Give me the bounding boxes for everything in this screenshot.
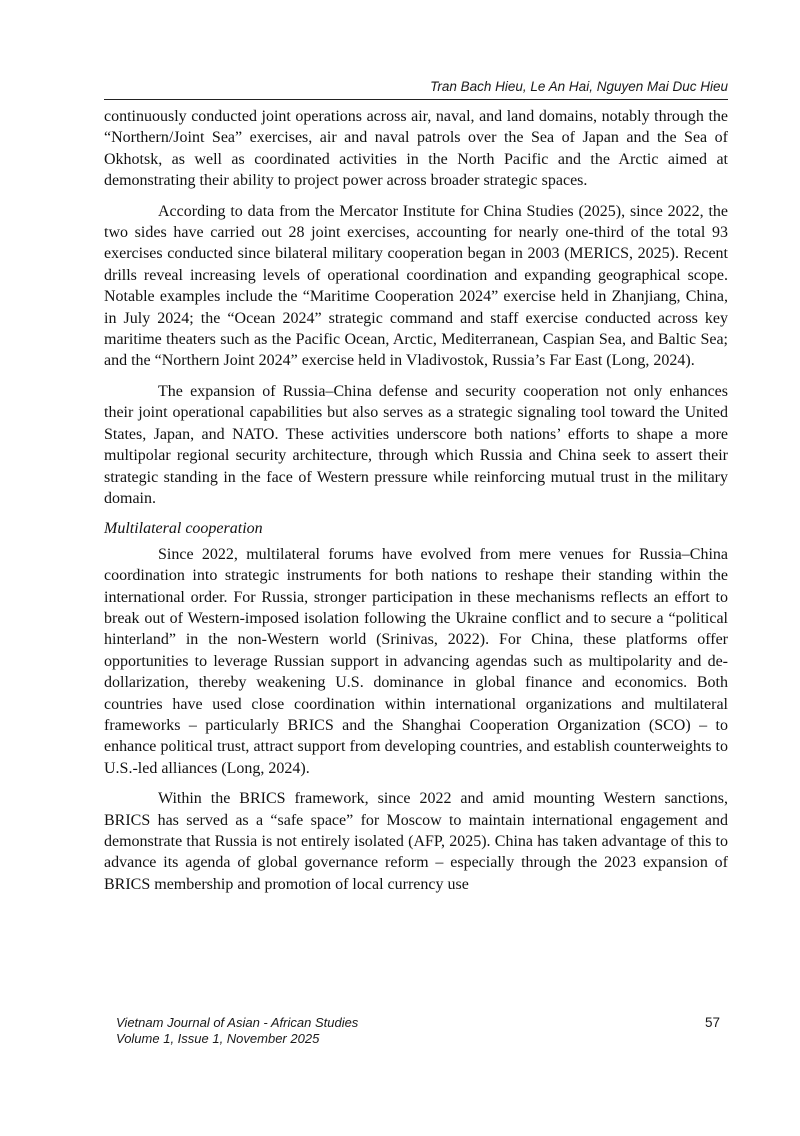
page-number: 57 bbox=[704, 1015, 720, 1030]
article-body bbox=[104, 106, 728, 904]
running-head-authors: Tran Bach Hieu, Le An Hai, Nguyen Mai Duc Hieu bbox=[430, 79, 728, 94]
section-subheading: Multilateral cooperation bbox=[104, 520, 263, 538]
paragraph-multilateral: Since 2022, multilateral forums have evolved from mere venues for Russia–China coordination into strategic instruments for both nations to reshape their standing within the international order. For Russia, stronger participation in these mechanisms reflects an effort to break out of Western-imposed isolation following the Ukraine conflict and to secure a “political hinterland” in the non-Western world (Srinivas, 2022). For China, these platforms offer opportunities to leverage Russian support in advancing agendas such as multipolarity and de-dollarization, thereby weakening U.S. dominance in global finance and economics. Both countries have used close coordination within international organizations and multilateral frameworks – particularly BRICS and the Shanghai Cooperation Organization (SCO) – to enhance political trust, attract support from developing countries, and establish counterweights to U.S.-led alliances (Long, 2024). bbox=[104, 545, 728, 777]
page-footer bbox=[116, 1015, 728, 1047]
footer-issue-info: Volume 1, Issue 1, November 2025 bbox=[116, 1031, 320, 1046]
paragraph-continued: continuously conducted joint operations across air, naval, and land domains, notably through the “Northern/Joint Sea” exercises, air and naval patrols over the Sea of Japan and the Sea of Okhotsk, as well as coordinated activities in the North Pacific and the Arctic aimed at demonstrating their ability to project power across broader strategic spaces. bbox=[104, 108, 728, 190]
paragraph-strategic-signaling: The expansion of Russia–China defense and security cooperation not only enhances their joint operational capabilities but also serves as a strategic signaling tool toward the United States, Japan, and NATO. These activities underscore both nations’ efforts to shape a more multipolar regional security architecture, through which Russia and China seek to assert their strategic standing in the face of Western pressure while reinforcing mutual trust in the military domain. bbox=[104, 382, 728, 507]
paragraph-merics-data: According to data from the Mercator Institute for China Studies (2025), since 2022, the two sides have carried out 28 joint exercises, accounting for nearly one-third of the total 93 exercises conducted since bilateral military cooperation began in 2003 (MERICS, 2025). Recent drills reveal increasing levels of operational coordination and expanding geographical scope. Notable examples include the “Maritime Cooperation 2024” exercise held in Zhanjiang, China, in July 2024; the “Ocean 2024” strategic command and staff exercise conducted across key maritime theaters such as the Pacific Ocean, Arctic, Mediterranean, Caspian Sea, and Baltic Sea; and the “Northern Joint 2024” exercise held in Vladivostok, Russia’s Far East (Long, 2024). bbox=[104, 202, 728, 370]
paragraph-brics: Within the BRICS framework, since 2022 and amid mounting Western sanctions, BRICS has served as a “safe space” for Moscow to maintain international engagement and demonstrate that Russia is not entirely isolated (AFP, 2025). China has taken advantage of this to advance its agenda of global governance reform – especially through the 2023 expansion of BRICS membership and promotion of local currency use bbox=[104, 790, 728, 893]
header-divider bbox=[104, 99, 728, 100]
footer-journal-name: Vietnam Journal of Asian - African Studies bbox=[116, 1015, 359, 1030]
